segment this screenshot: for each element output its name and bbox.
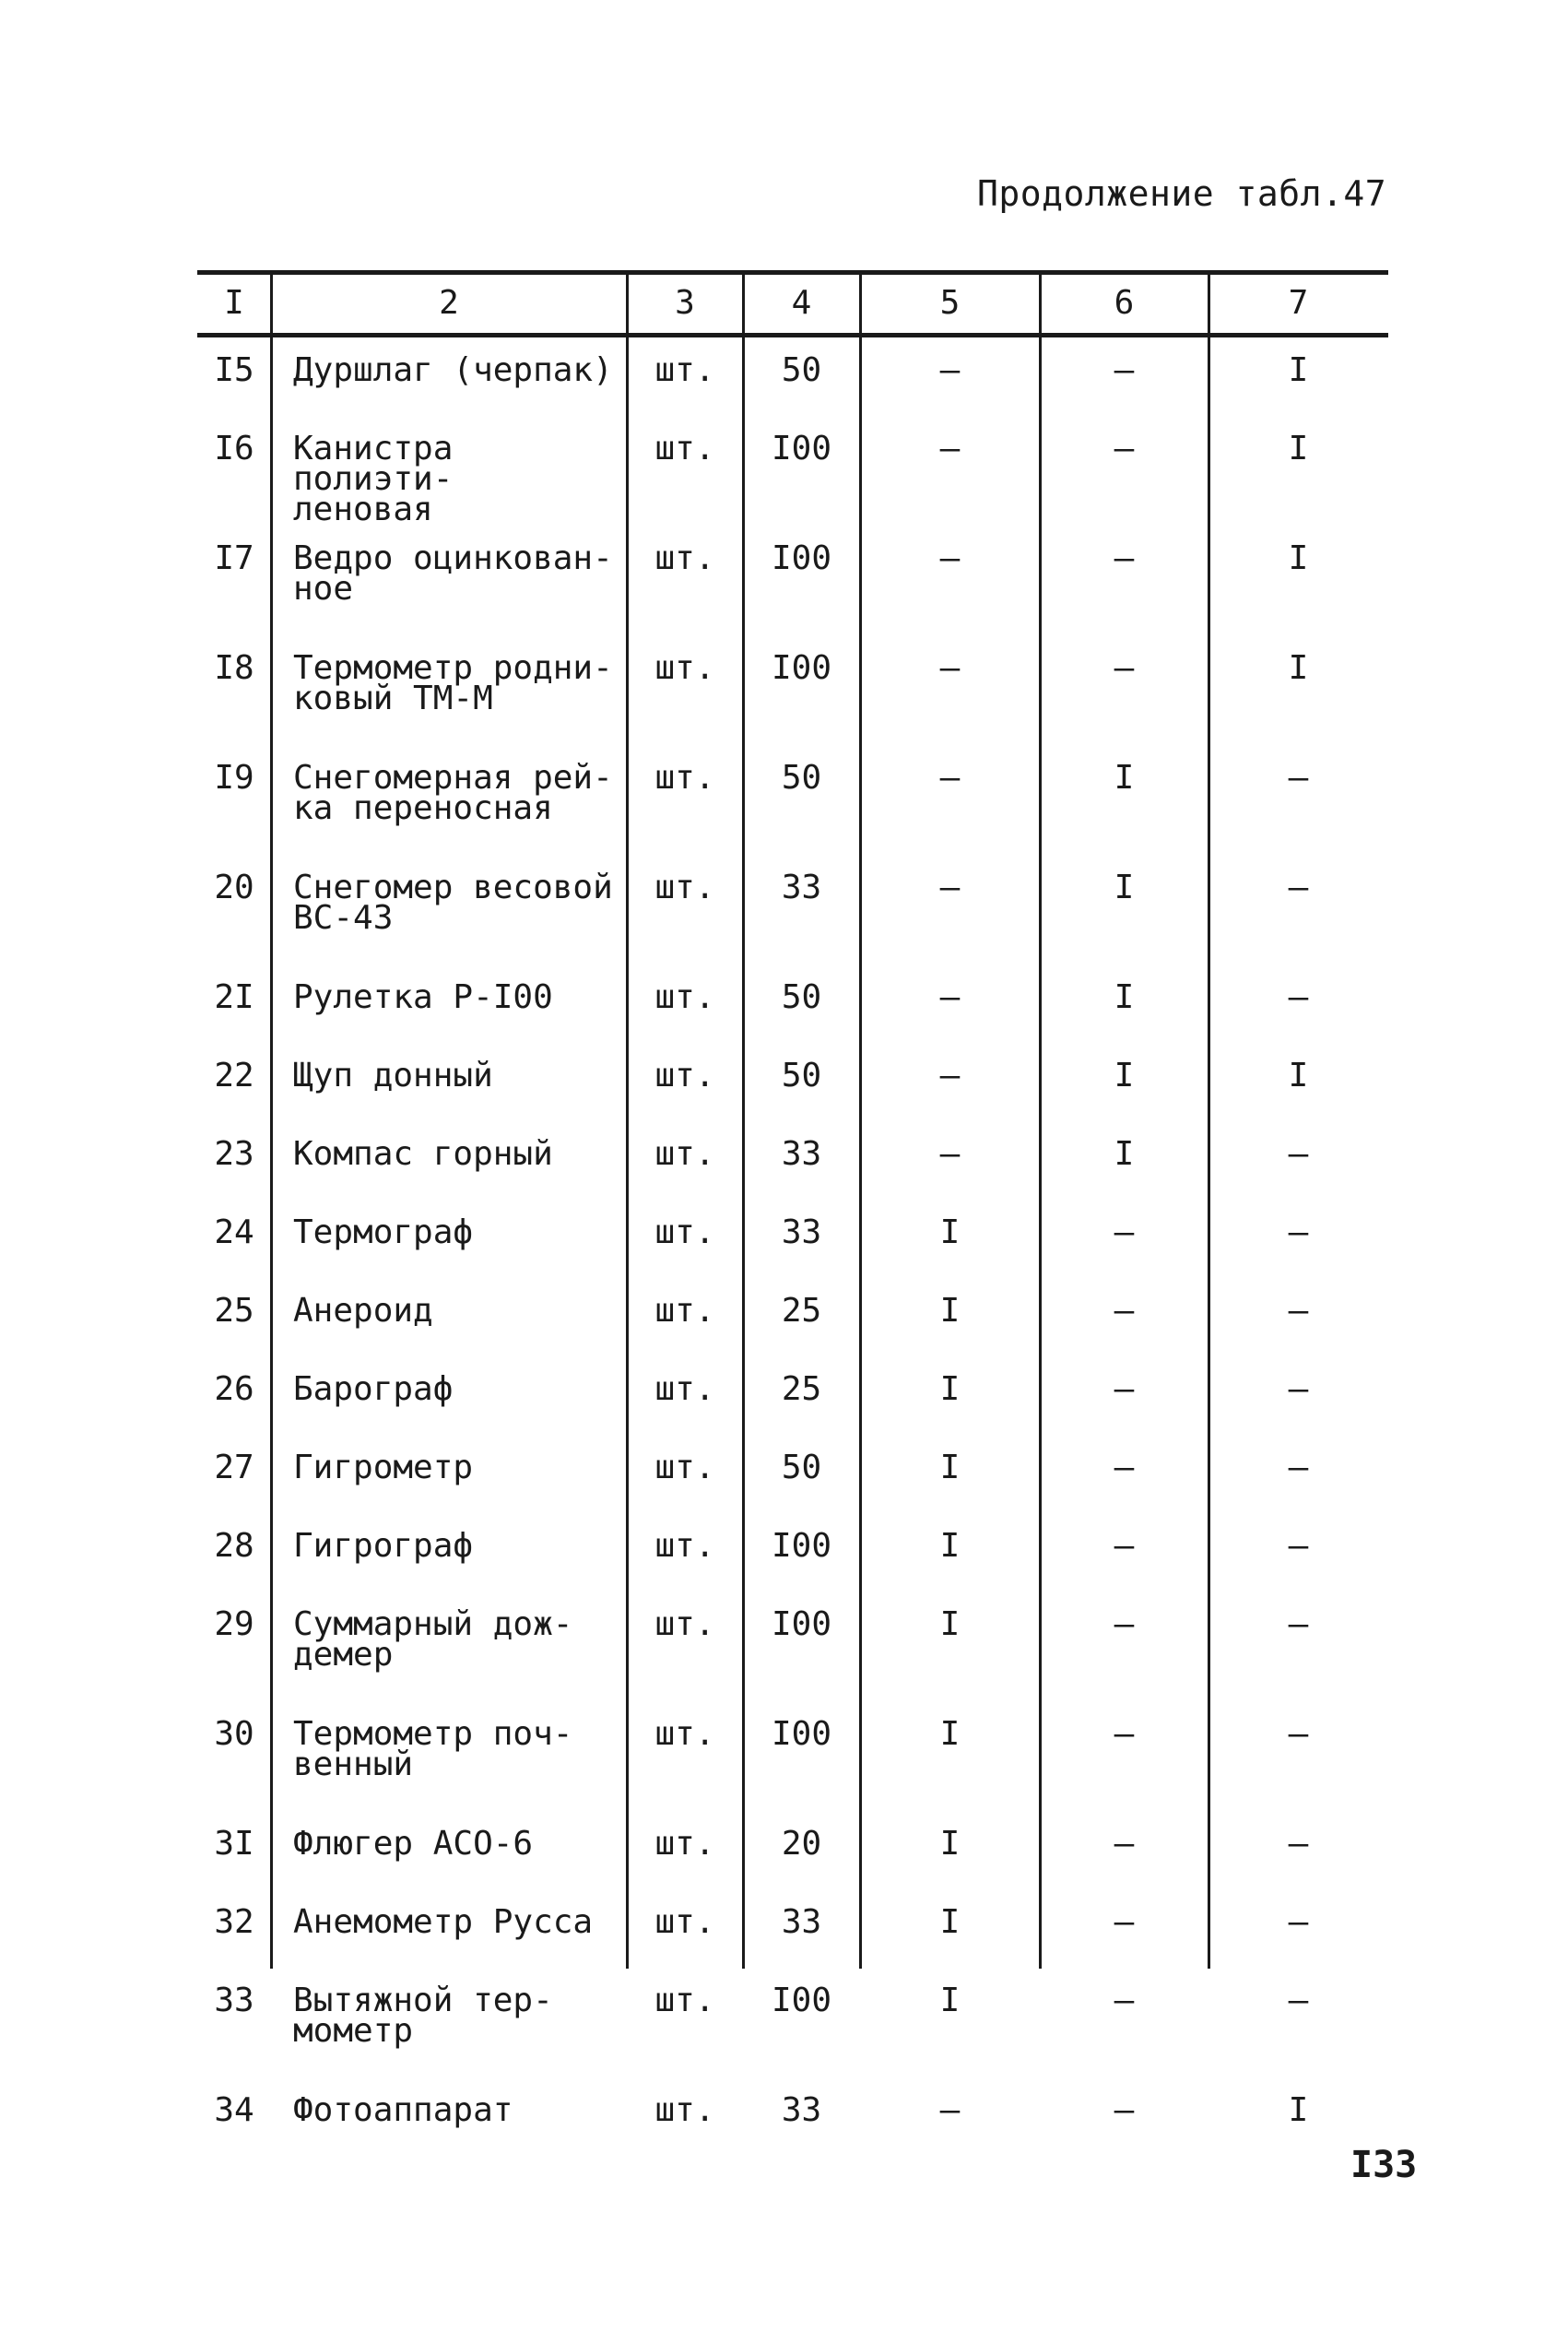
quantity-cell: I00 [771,539,832,577]
item-name-cell [271,1357,627,1436]
column-6-cell: I [1114,978,1135,1016]
column-7-cell: – [1288,1292,1309,1330]
column-6-cell: – [1114,1527,1135,1565]
item-name-line: венный [293,1745,414,1783]
column-6-cell: – [1114,1370,1135,1408]
item-name-cell [271,1122,627,1201]
column-6-cell: I [1114,869,1135,906]
column-7-cell: – [1288,1982,1309,2019]
item-name-line: Снегомерная рей- [293,759,613,797]
table-grid [197,270,1388,2157]
item-name-line: Фотоаппарат [293,2091,513,2129]
unit-cell: шт. [654,1715,715,1753]
quantity-cell: 50 [781,759,822,797]
column-6-cell: – [1114,1292,1135,1330]
item-name-line: Флюгер АСО-6 [293,1825,534,1863]
item-name-line: Ведро оцинкован- [293,539,613,577]
unit-cell: шт. [654,1527,715,1565]
row-number-cell: 34 [214,2091,254,2129]
column-5-cell: – [939,351,961,389]
quantity-cell: 25 [781,1292,822,1330]
header-cell: 3 [675,283,695,322]
header-cell: 4 [791,283,812,322]
column-5-cell: – [939,2091,961,2129]
column-7-cell: I [1288,649,1309,687]
item-name-line: Суммарный дож- [293,1605,573,1643]
header-row [197,270,1388,335]
column-5-cell: I [939,1605,961,1643]
unit-cell: шт. [654,978,715,1016]
item-name-line: ное [293,570,354,608]
table-row [197,1514,1388,1592]
column-7-cell: I [1288,539,1309,577]
item-name-cell [271,1436,627,1514]
item-name-line: Анероид [293,1292,433,1330]
column-6-cell: I [1114,759,1135,797]
item-name-cell [271,636,627,746]
item-name-line: Дуршлаг (черпак) [293,351,613,389]
unit-cell: шт. [654,1449,715,1486]
row-number-cell: I7 [214,539,254,577]
item-name-line: Канистра полиэти- [293,430,454,498]
column-5-cell: – [939,869,961,906]
unit-cell: шт. [654,2091,715,2129]
unit-cell: шт. [654,351,715,389]
unit-cell: шт. [654,1135,715,1173]
column-6-cell: – [1114,649,1135,687]
item-name-cell [271,1592,627,1702]
quantity-cell: 25 [781,1370,822,1408]
quantity-cell: 33 [781,1213,822,1251]
item-name-line: ВС-43 [293,899,394,937]
header-cell: 6 [1114,283,1135,322]
column-6-cell: – [1114,430,1135,467]
column-5-cell: – [939,649,961,687]
column-6-cell: – [1114,1903,1135,1941]
column-5-cell: I [939,1213,961,1251]
column-7-cell: – [1288,1135,1309,1173]
unit-cell: шт. [654,1292,715,1330]
item-name-cell [271,1702,627,1812]
table-caption: Продолжение табл.47 [977,173,1387,214]
unit-cell: шт. [654,1213,715,1251]
column-6-cell: – [1114,1213,1135,1251]
row-number-cell: 30 [214,1715,254,1753]
quantity-cell: 50 [781,351,822,389]
column-5-cell: – [939,539,961,577]
item-name-line: ковый ТМ-М [293,680,493,717]
column-5-cell: – [939,759,961,797]
item-name-cell [271,1514,627,1592]
unit-cell: шт. [654,1825,715,1863]
header-cell: 5 [939,283,961,322]
item-name-cell [271,335,627,417]
column-7-cell: – [1288,1449,1309,1486]
item-name-line: Гигрограф [293,1527,474,1565]
row-number-cell: I5 [214,351,254,389]
table-row [197,1044,1388,1122]
unit-cell: шт. [654,539,715,577]
item-name-cell [271,746,627,856]
item-name-line: Рулетка Р-I00 [293,978,553,1016]
unit-cell: шт. [654,1370,715,1408]
table-row [197,856,1388,965]
column-7-cell: – [1288,1370,1309,1408]
page-number: I33 [1350,2144,1418,2186]
item-name-line: Снегомер весовой [293,869,613,906]
row-number-cell: 22 [214,1057,254,1095]
table-row [197,746,1388,856]
unit-cell: шт. [654,759,715,797]
column-7-cell: – [1288,1605,1309,1643]
column-5-cell: – [939,978,961,1016]
item-name-cell [271,527,627,636]
header-cell: 2 [439,283,459,322]
quantity-cell: 33 [781,1903,822,1941]
row-number-cell: 32 [214,1903,254,1941]
quantity-cell: I00 [771,1982,832,2019]
quantity-cell: 20 [781,1825,822,1863]
unit-cell: шт. [654,1982,715,2019]
quantity-cell: 50 [781,1057,822,1095]
unit-cell: шт. [654,1057,715,1095]
row-number-cell: 26 [214,1370,254,1408]
table-row [197,1201,1388,1279]
table-row [197,1357,1388,1436]
column-5-cell: I [939,1903,961,1941]
item-name-cell [271,417,627,527]
column-6-cell: I [1114,1135,1135,1173]
item-name-line: Барограф [293,1370,454,1408]
column-5-cell: I [939,1292,961,1330]
column-6-cell: – [1114,1825,1135,1863]
table-row [197,636,1388,746]
column-5-cell: I [939,1449,961,1486]
item-name-line: Вытяжной тер- [293,1982,553,2019]
item-name-cell [271,1812,627,1890]
column-6-cell: – [1114,1982,1135,2019]
item-name-line: Гигрометр [293,1449,474,1486]
column-6-cell: – [1114,2091,1135,2129]
row-number-cell: 23 [214,1135,254,1173]
header-cell: 7 [1288,283,1309,322]
table-row [197,1436,1388,1514]
item-name-line: леновая [293,491,433,528]
quantity-cell: I00 [771,649,832,687]
row-number-cell: 27 [214,1449,254,1486]
unit-cell: шт. [654,1903,715,1941]
row-number-cell: 24 [214,1213,254,1251]
table-row [197,335,1388,417]
quantity-cell: 50 [781,978,822,1016]
table-row [197,527,1388,636]
table-row [197,1969,1388,2078]
column-6-cell: – [1114,351,1135,389]
column-6-cell: – [1114,1605,1135,1643]
column-5-cell: I [939,1715,961,1753]
unit-cell: шт. [654,869,715,906]
column-7-cell: – [1288,1527,1309,1565]
table-row [197,965,1388,1044]
column-6-cell: – [1114,1449,1135,1486]
item-name-cell [271,1044,627,1122]
item-name-cell [271,965,627,1044]
table-row [197,1812,1388,1890]
row-number-cell: 2I [214,978,254,1016]
item-name-line: Анемометр Русса [293,1903,594,1941]
row-number-cell: 28 [214,1527,254,1565]
quantity-cell: I00 [771,430,832,467]
column-5-cell: – [939,1135,961,1173]
column-5-cell: I [939,1527,961,1565]
table-row [197,417,1388,527]
column-5-cell: I [939,1982,961,2019]
item-name-line: Термометр поч- [293,1715,573,1753]
column-7-cell: – [1288,869,1309,906]
column-7-cell: – [1288,1903,1309,1941]
column-7-cell: I [1288,2091,1309,2129]
table-row [197,1122,1388,1201]
quantity-cell: 50 [781,1449,822,1486]
unit-cell: шт. [654,1605,715,1643]
column-6-cell: I [1114,1057,1135,1095]
row-number-cell: 29 [214,1605,254,1643]
column-5-cell: I [939,1370,961,1408]
column-7-cell: – [1288,1715,1309,1753]
column-7-cell: I [1288,351,1309,389]
column-7-cell: – [1288,978,1309,1016]
item-name-line: Термограф [293,1213,474,1251]
column-7-cell: – [1288,759,1309,797]
table-row [197,1592,1388,1702]
item-name-line: мометр [293,2012,414,2050]
row-number-cell: I9 [214,759,254,797]
row-number-cell: 20 [214,869,254,906]
item-name-cell [271,1969,627,2078]
row-number-cell: 3I [214,1825,254,1863]
quantity-cell: 33 [781,869,822,906]
equipment-table [197,270,1388,2129]
row-number-cell: 33 [214,1982,254,2019]
table-body [197,335,1388,2157]
column-6-cell: – [1114,539,1135,577]
item-name-line: Щуп донный [293,1057,493,1095]
quantity-cell: I00 [771,1605,832,1643]
header-cell: I [224,283,244,322]
item-name-line: демер [293,1636,394,1674]
item-name-cell [271,1890,627,1969]
column-7-cell: I [1288,430,1309,467]
column-7-cell: – [1288,1213,1309,1251]
item-name-line: Термометр родни- [293,649,613,687]
item-name-cell [271,856,627,965]
table-row [197,1279,1388,1357]
table-row [197,1890,1388,1969]
row-number-cell: 25 [214,1292,254,1330]
quantity-cell: 33 [781,1135,822,1173]
column-7-cell: – [1288,1825,1309,1863]
row-number-cell: I8 [214,649,254,687]
item-name-line: Компас горный [293,1135,553,1173]
column-6-cell: – [1114,1715,1135,1753]
quantity-cell: 33 [781,2091,822,2129]
row-number-cell: I6 [214,430,254,467]
column-5-cell: – [939,1057,961,1095]
item-name-cell [271,1201,627,1279]
quantity-cell: I00 [771,1527,832,1565]
column-7-cell: I [1288,1057,1309,1095]
table-row [197,2078,1388,2157]
item-name-cell [271,2078,627,2157]
column-5-cell: – [939,430,961,467]
column-5-cell: I [939,1825,961,1863]
table-row [197,1702,1388,1812]
item-name-cell [271,1279,627,1357]
quantity-cell: I00 [771,1715,832,1753]
unit-cell: шт. [654,430,715,467]
unit-cell: шт. [654,649,715,687]
item-name-line: ка переносная [293,789,553,827]
